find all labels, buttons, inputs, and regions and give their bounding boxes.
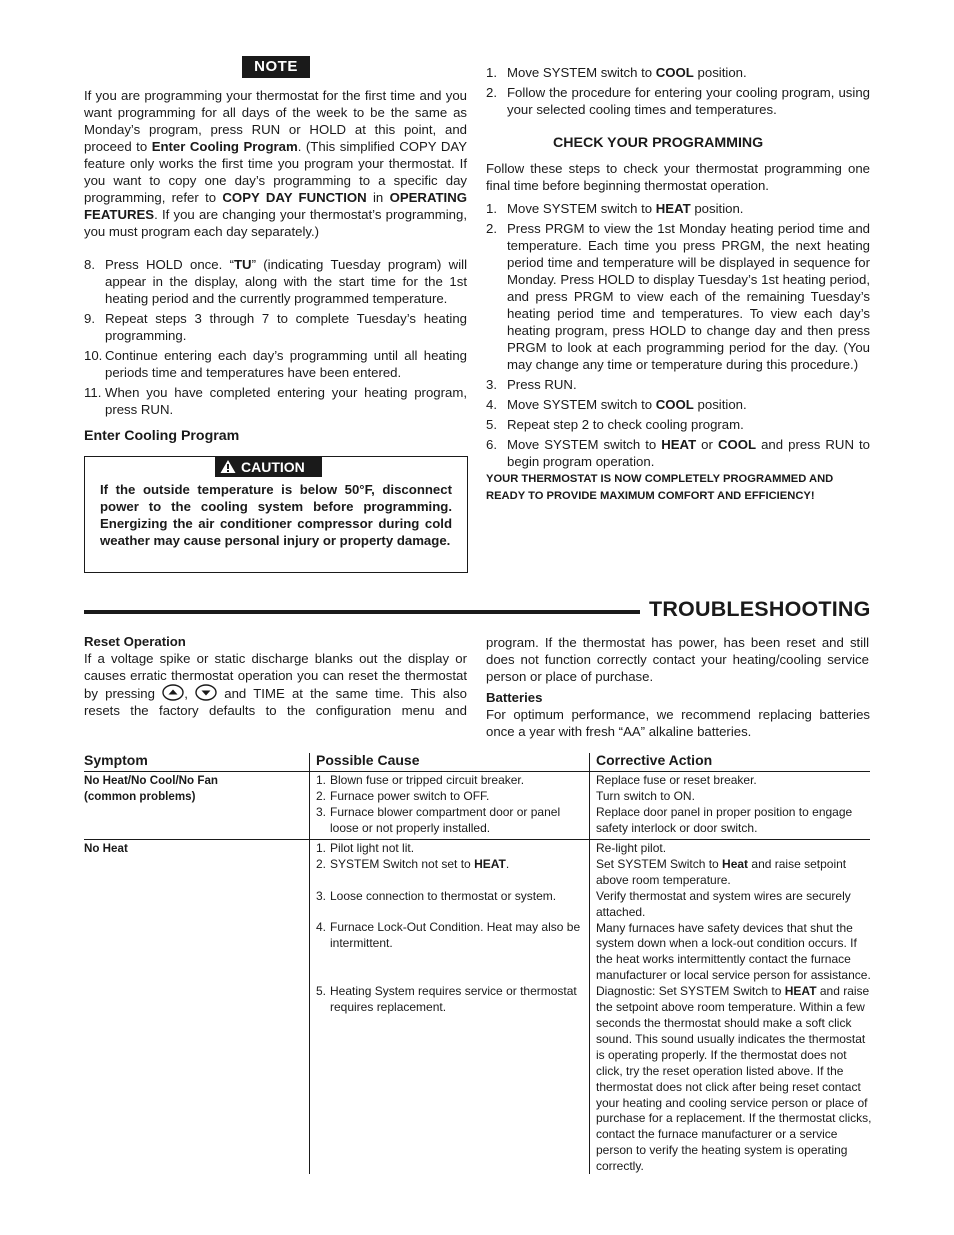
action-text bbox=[596, 984, 872, 1175]
reset-text-part: , bbox=[184, 686, 196, 701]
cause-bold: HEAT bbox=[474, 856, 506, 871]
cause-text: Furnace blower compartment door or panel loose or not properly installed. bbox=[330, 804, 561, 835]
step-text: ” (indicating Tuesday program) will appear in the display, along with the start time for the 1st heating period and the currently programmed temperature. bbox=[105, 257, 467, 306]
list-item bbox=[316, 805, 581, 837]
reset-text-part bbox=[202, 691, 211, 696]
action-bold: HEAT bbox=[784, 984, 817, 999]
step-text: Press HOLD once. “ bbox=[105, 257, 234, 272]
action-text: Re-light pilot. bbox=[596, 841, 667, 855]
step-number: 8. bbox=[84, 257, 95, 272]
action-text bbox=[596, 857, 872, 889]
reset-text bbox=[84, 650, 467, 718]
step-number: 1. bbox=[486, 201, 497, 216]
step-number: 1. bbox=[486, 65, 497, 80]
action-text: Replace fuse or reset breaker. bbox=[596, 773, 757, 787]
action-text-part: and raise setpoint above room temperature. bbox=[596, 856, 847, 887]
heating-steps-list bbox=[84, 256, 467, 418]
reset-text-part bbox=[169, 690, 178, 695]
note-section bbox=[84, 87, 467, 418]
step-bold: COOL bbox=[655, 65, 694, 80]
step-text: Repeat step 2 to check cooling program. bbox=[507, 417, 744, 432]
step-number: 2. bbox=[486, 221, 497, 236]
note-text: If you are programming your thermostat for the first time and you want programming for all days of the week to be the same as Monday’s program, press RUN or HOLD at this point, and proceed to bbox=[84, 88, 467, 154]
list-item bbox=[486, 220, 870, 373]
table-row-2-cause-4 bbox=[316, 920, 581, 952]
step-number: 10. bbox=[84, 348, 103, 363]
note-ref-operating-features: OPERATING FEATURES bbox=[84, 190, 467, 222]
step-number: 9. bbox=[84, 311, 95, 326]
step-number: 5. bbox=[486, 417, 497, 432]
list-item bbox=[486, 416, 870, 433]
enter-cooling-heading: Enter Cooling Program bbox=[84, 428, 240, 444]
list-item bbox=[486, 84, 870, 118]
cause-text: Loose connection to thermostat or system. bbox=[330, 889, 557, 903]
action-text: Verify thermostat and system wires are securely attached. bbox=[596, 888, 851, 919]
cause-text: Blown fuse or tripped circuit breaker. bbox=[330, 773, 525, 787]
list-item bbox=[316, 773, 581, 789]
list-item bbox=[84, 347, 467, 381]
cause-number: 2. bbox=[316, 856, 327, 871]
step-bold: HEAT bbox=[655, 201, 691, 216]
troubleshooting-title: TROUBLESHOOTING bbox=[649, 597, 871, 621]
reset-text-part bbox=[84, 650, 467, 718]
list-item bbox=[486, 396, 870, 413]
cause-number: 5. bbox=[316, 984, 327, 998]
check-intro: Follow these steps to check your thermostat programming one final time before beginning thermostat operation. bbox=[486, 161, 870, 193]
reset-text-part: If a voltage spike or static discharge blanks out the display or causes erratic thermostat operation you can reset the thermostat by pressing bbox=[84, 651, 467, 701]
check-programming-heading bbox=[486, 134, 870, 152]
step-text: or bbox=[696, 437, 718, 452]
check-heading-text: CHECK YOUR PROGRAMMING bbox=[553, 135, 764, 151]
cause-text: Pilot light not lit. bbox=[330, 841, 415, 855]
action-text: Turn switch to ON. bbox=[596, 788, 695, 803]
table-column-rule bbox=[309, 753, 310, 1174]
list-item bbox=[486, 376, 870, 393]
warning-icon bbox=[220, 459, 236, 474]
step-number: 4. bbox=[486, 397, 497, 412]
column-header-symptom: Symptom bbox=[84, 752, 148, 768]
list-item bbox=[316, 841, 581, 857]
step-text: Repeat steps 3 through 7 to complete Tuesday’s heating programming. bbox=[105, 311, 467, 343]
list-item bbox=[316, 789, 581, 805]
note-text: in bbox=[366, 190, 390, 205]
cause-text: SYSTEM Switch not set to bbox=[330, 856, 475, 871]
batteries-text: For optimum performance, we recommend replacing batteries once a year with fresh “AA” alkaline batteries. bbox=[486, 707, 870, 739]
action-text-part: Set SYSTEM Switch to bbox=[596, 856, 723, 871]
table-row-1-causes bbox=[316, 773, 581, 837]
list-item bbox=[84, 310, 467, 344]
cause-number: 3. bbox=[316, 889, 327, 903]
step-text: Move SYSTEM switch to bbox=[507, 65, 656, 80]
cause-number: 1. bbox=[316, 841, 327, 855]
section-rule bbox=[84, 610, 640, 614]
step-number: 2. bbox=[486, 85, 497, 100]
step-text: Continue entering each day’s programming until all heating periods time and temperatures have been entered. bbox=[105, 348, 467, 380]
list-item bbox=[316, 984, 581, 1016]
cause-text: Heating System requires service or thermostat requires replacement. bbox=[330, 984, 577, 1014]
check-steps-list bbox=[486, 200, 870, 470]
list-item bbox=[486, 200, 870, 217]
list-item bbox=[84, 384, 467, 418]
step-text: position. bbox=[693, 65, 747, 80]
table-row-2-actions bbox=[596, 841, 872, 1175]
step-bold: HEAT bbox=[661, 437, 697, 452]
step-text: position. bbox=[693, 397, 747, 412]
caution-box bbox=[84, 456, 468, 573]
reset-section bbox=[84, 633, 467, 650]
step-text: When you have completed entering your heating program, press RUN. bbox=[105, 385, 467, 417]
step-number: 3. bbox=[486, 377, 497, 392]
list-item bbox=[316, 857, 581, 873]
cause-text: . bbox=[505, 856, 510, 871]
table-column-rule bbox=[589, 753, 590, 1174]
reset-heading: Reset Operation bbox=[84, 634, 186, 649]
table-row-rule bbox=[84, 839, 870, 840]
action-text-part: and raise the setpoint above room temperature. Within a few seconds the thermostat should make a soft click sound. This sound usually indicates the thermostat is operating properly. If the thermostat does not click, try the reset operation listed above. If the thermostat does not click after being reset contact your heating and cooling service person or place of purchase for a replacement. If the thermostat clicks, contact the furnace manufacturer or a service person to verify the heating system is operating correctly. bbox=[596, 984, 872, 1174]
list-item bbox=[316, 920, 581, 952]
caution-badge bbox=[215, 457, 322, 477]
step-text: Move SYSTEM switch to bbox=[507, 437, 662, 452]
step-text: Follow the procedure for entering your cooling program, using your selected cooling times and temperatures. bbox=[507, 85, 870, 117]
batteries-section bbox=[486, 689, 870, 740]
step-bold: COOL bbox=[717, 437, 757, 452]
cooling-steps-list bbox=[486, 64, 870, 118]
step-number: 11. bbox=[84, 385, 102, 400]
note-link-enter-cooling: Enter Cooling Program bbox=[151, 139, 298, 154]
list-item bbox=[486, 436, 870, 470]
closing-statement: YOUR THERMOSTAT IS NOW COMPLETELY PROGRAMMED AND READY TO PROVIDE MAXIMUM COMFORT AND EFFICIENCY! bbox=[486, 473, 834, 502]
check-section bbox=[486, 160, 870, 505]
list-item bbox=[486, 64, 870, 81]
step-text: and press RUN to begin program operation. bbox=[507, 437, 870, 469]
down-arrow-button-icon bbox=[195, 684, 217, 701]
batteries-heading: Batteries bbox=[486, 690, 543, 705]
note-paragraph bbox=[84, 87, 467, 240]
column-header-cause: Possible Cause bbox=[316, 752, 420, 768]
action-bold: Heat bbox=[722, 856, 749, 871]
table-row-2-cause-5 bbox=[316, 984, 581, 1016]
list-item bbox=[84, 256, 467, 307]
cause-text: Furnace Lock-Out Condition. Heat may also be intermittent. bbox=[330, 920, 581, 950]
table-row-2-cause-3 bbox=[316, 889, 581, 905]
action-text: Replace door panel in proper position to engage safety interlock or door switch. bbox=[596, 804, 853, 835]
symptom-text: (common problems) bbox=[84, 789, 196, 803]
reset-text-part: program. If the thermostat has power, has been reset and still does not function correctly contact your heating/cooling service person or place of purchase. bbox=[486, 635, 869, 684]
table-row-2-symptom: No Heat bbox=[84, 842, 128, 855]
symptom-text: No Heat/No Cool/No Fan bbox=[84, 774, 218, 787]
step-text: Move SYSTEM switch to bbox=[507, 397, 656, 412]
step-number: 6. bbox=[486, 437, 497, 452]
up-arrow-button-icon bbox=[162, 684, 184, 701]
note-text: . (This simplified COPY DAY feature only works the first time you program your thermostat. If you want to copy one day’s programming to a specific day programming, refer to bbox=[84, 139, 467, 205]
cause-text: Furnace power switch to OFF. bbox=[330, 788, 490, 803]
step-bold: TU bbox=[233, 257, 252, 272]
cause-number: 1. bbox=[316, 773, 327, 787]
step-text: position. bbox=[690, 201, 744, 216]
column-header-action: Corrective Action bbox=[596, 752, 713, 768]
step-text: Press PRGM to view the 1st Monday heating period time and temperature. Each time you press PRGM, the next heating period time and temperature will be displayed in sequence for Monday. Press HOLD to display Tuesday’s 1st heating period, and press PRGM to view each of the remaining Tuesday’s heating period time and temperatures. To view each day’s heating program, press HOLD to change day and then press PRGM to look at each programming period for the day. (You may change any time or temperature during this procedure.) bbox=[507, 221, 870, 372]
table-row-2-cause-1 bbox=[316, 841, 581, 873]
table-header-rule bbox=[84, 771, 870, 772]
note-ref-copy-day: COPY DAY FUNCTION bbox=[222, 190, 367, 205]
action-text: Many furnaces have safety devices that shut the system down when a lock-out condition occurs. If the heat works intermittently contact the furnace manufacturer or local service person for assistance. bbox=[596, 920, 871, 983]
note-text: . If you are changing your thermostat’s programming, you must program each day separately.) bbox=[84, 207, 467, 239]
caution-label: CAUTION bbox=[241, 459, 305, 475]
step-text: Move SYSTEM switch to bbox=[507, 201, 656, 216]
caution-text: If the outside temperature is below 50°F, disconnect power to the cooling system before programming. Energizing the air conditioner compressor during cold weather may cause personal injury or property damage. bbox=[100, 482, 452, 548]
step-text: Press RUN. bbox=[507, 377, 577, 392]
cause-number: 2. bbox=[316, 788, 327, 803]
note-badge: NOTE bbox=[242, 56, 310, 78]
action-text-part: Diagnostic: Set SYSTEM Switch to bbox=[596, 984, 785, 999]
cause-number: 3. bbox=[316, 804, 327, 819]
reset-text-column-2 bbox=[486, 633, 870, 684]
reset-text-part: and TIME at the same time. This also resets the factory defaults to the configuration menu and bbox=[84, 686, 467, 718]
reset-text-part bbox=[486, 633, 869, 684]
table-row-1-symptom bbox=[84, 773, 299, 805]
cooling-steps-section bbox=[486, 64, 870, 118]
reset-text-column-1 bbox=[84, 650, 467, 718]
step-bold: COOL bbox=[655, 397, 694, 412]
list-item bbox=[316, 889, 581, 905]
reset-text bbox=[486, 633, 869, 684]
cause-number: 4. bbox=[316, 920, 327, 934]
table-row-1-actions bbox=[596, 773, 872, 837]
